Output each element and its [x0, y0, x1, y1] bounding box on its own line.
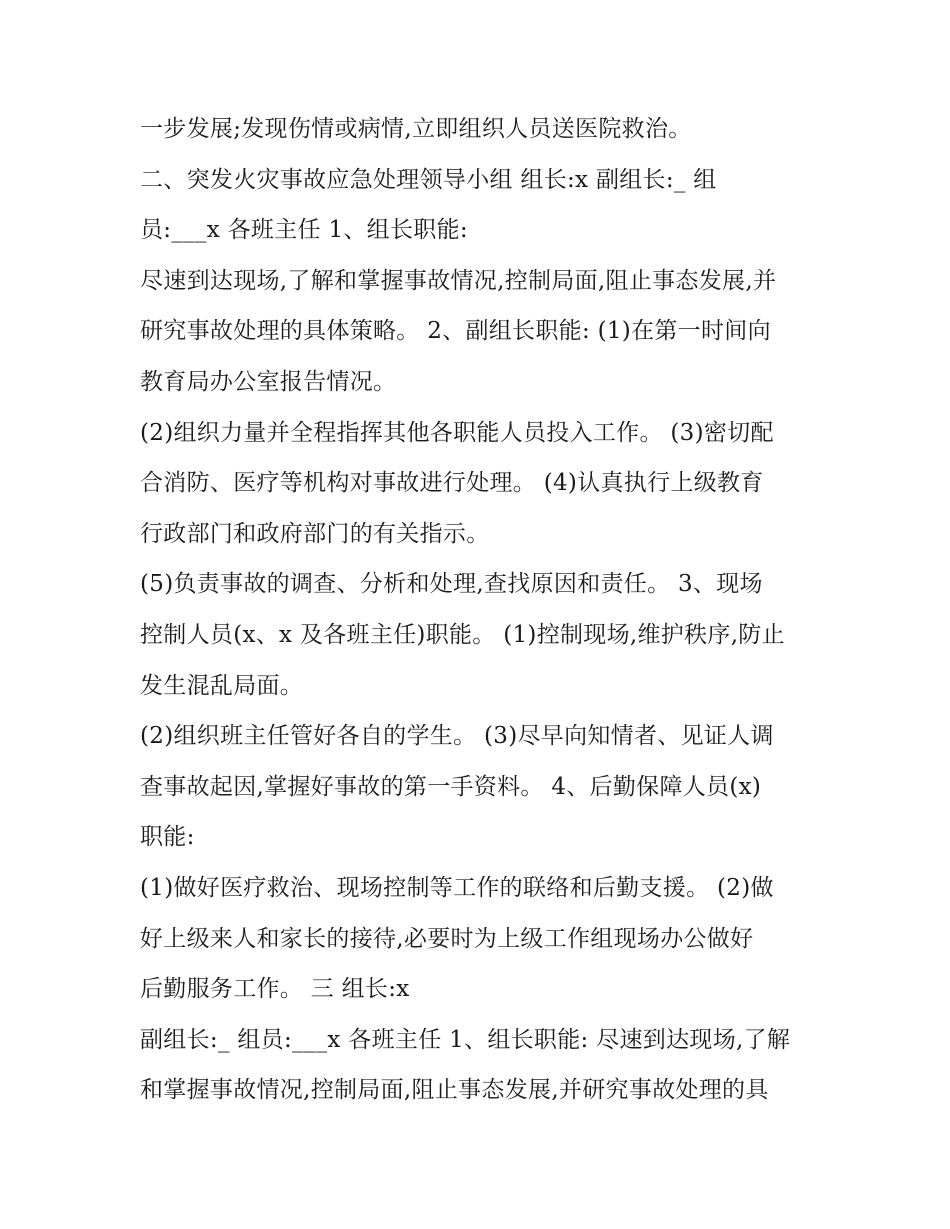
text-line: 员:___x 各班主任 1、组长职能: — [140, 217, 468, 244]
text-line: 合消防、医疗等机构对事故进行处理。 (4)认真执行上级教育 — [140, 470, 764, 497]
document-text-body — [140, 104, 820, 1116]
text-line: 行政部门和政府部门的有关指示。 — [140, 520, 490, 547]
text-line: 教育局办公室报告情况。 — [140, 368, 397, 395]
text-line: 后勤服务工作。 三 组长:x — [140, 976, 410, 1003]
text-line: 发生混乱局面。 — [140, 672, 304, 699]
text-line: (5)负责事故的调查、分析和处理,查找原因和责任。 3、现场 — [140, 571, 763, 598]
text-line: 二、突发火灾事故应急处理领导小组 组长:x 副组长:_ 组 — [140, 166, 717, 193]
text-line: (2)组织班主任管好各自的学生。 (3)尽早向知情者、见证人调 — [140, 723, 774, 750]
text-line: (1)做好医疗救治、现场控制等工作的联络和后勤支援。 (2)做 — [140, 874, 774, 901]
text-line: 研究事故处理的具体策略。 2、副组长职能: (1)在第一时间向 — [140, 318, 771, 345]
text-line: 控制人员(x、x 及各班主任)职能。 (1)控制现场,维护秩序,防止 — [140, 621, 785, 648]
text-line: 副组长:_ 组员:___x 各班主任 1、组长职能: 尽速到达现场,了解 — [140, 1026, 791, 1053]
text-line: (2)组织力量并全程指挥其他各职能人员投入工作。 (3)密切配 — [140, 419, 774, 446]
text-line: 尽速到达现场,了解和掌握事故情况,控制局面,阻止事态发展,并 — [140, 267, 777, 294]
text-line: 好上级来人和家长的接待,必要时为上级工作组现场办公做好 — [140, 925, 754, 952]
text-line: 职能: — [140, 824, 195, 851]
text-line: 一步发展;发现伤情或病情,立即组织人员送医院救治。 — [140, 116, 692, 142]
text-line: 查事故起因,掌握好事故的第一手资料。 4、后勤保障人员(x) — [140, 773, 762, 800]
text-line: 和掌握事故情况,控制局面,阻止事态发展,并研究事故处理的具 — [140, 1077, 769, 1104]
